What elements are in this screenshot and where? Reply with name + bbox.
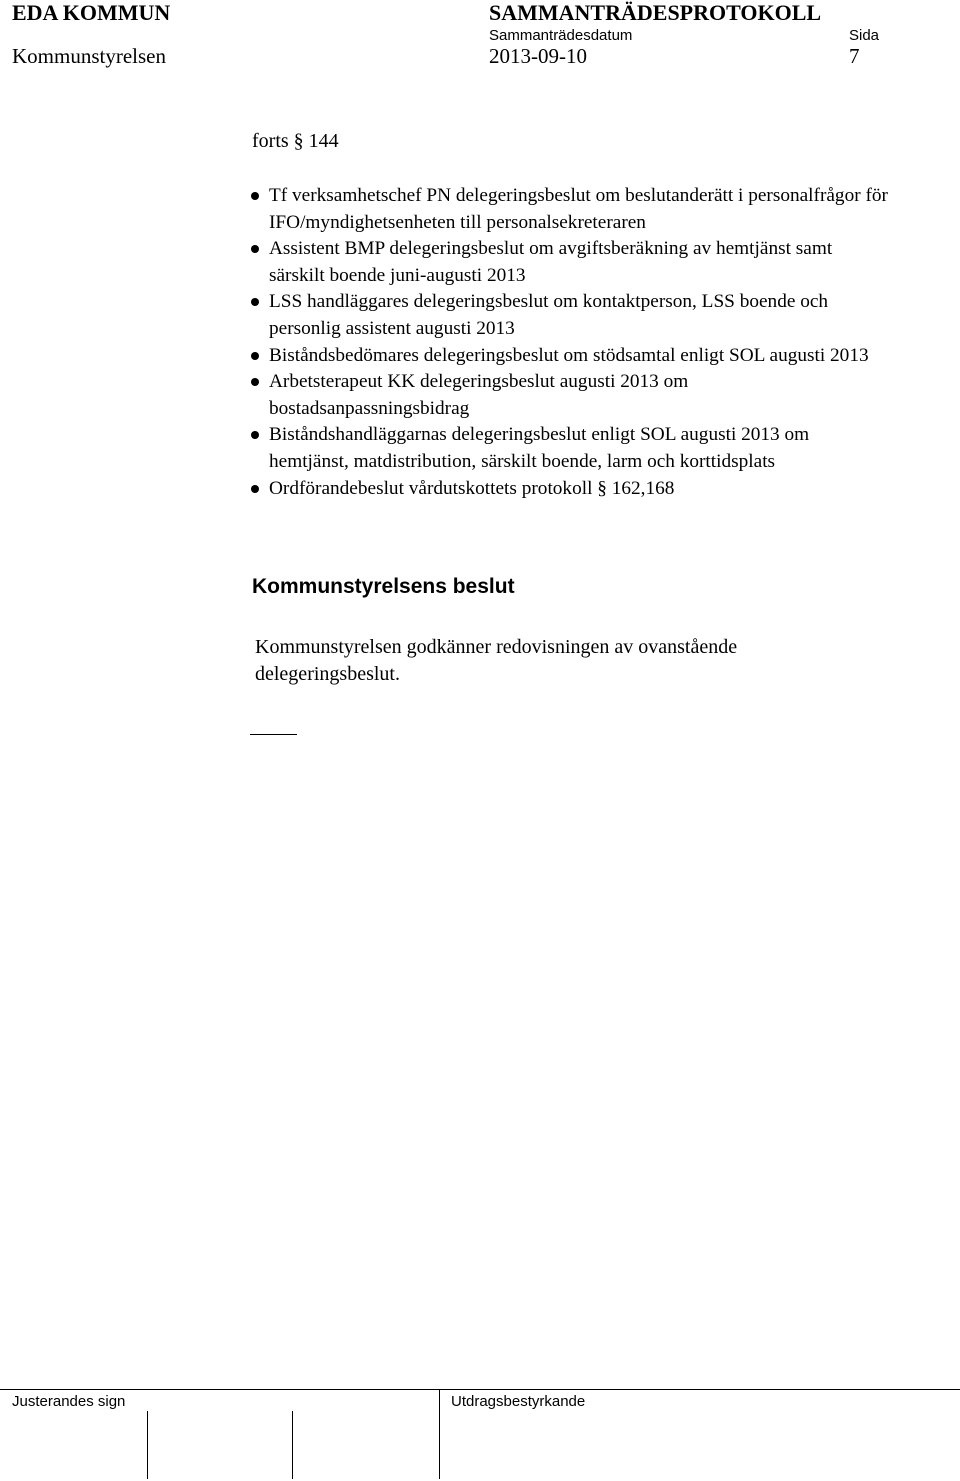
- list-item-text: Arbetsterapeut KK delegeringsbeslut augusti 2013 om bostadsanpassningsbidrag: [269, 371, 689, 419]
- list-item: [250, 369, 890, 422]
- signature-label: Justerandes sign: [12, 1393, 126, 1410]
- signature-box-divider: [292, 1411, 293, 1479]
- organization-name: EDA KOMMUN: [12, 0, 171, 25]
- body-name: Kommunstyrelsen: [12, 44, 166, 68]
- list-item: [250, 236, 890, 289]
- list-item: [250, 422, 890, 475]
- list-item-text: Assistent BMP delegeringsbeslut om avgiftsberäkning av hemtjänst samt särskilt boende juni-augusti 2013: [269, 238, 833, 286]
- document-type: SAMMANTRÄDESPROTOKOLL: [489, 0, 822, 25]
- certification-box-divider: [439, 1389, 440, 1479]
- section-continuation: forts § 144: [252, 130, 339, 152]
- list-item-text: Biståndshandläggarnas delegeringsbeslut enligt SOL augusti 2013 om hemtjänst, matdistribution, särskilt boende, larm och korttidsplats: [269, 424, 810, 472]
- bullet-icon: [251, 352, 259, 360]
- signature-box-divider: [147, 1411, 148, 1479]
- bullet-icon: [251, 378, 259, 386]
- bullet-icon: [251, 245, 259, 253]
- list-item: [250, 343, 890, 370]
- decision-text: Kommunstyrelsen godkänner redovisningen av ovanstående delegeringsbeslut.: [255, 636, 738, 685]
- list-item-text: Biståndsbedömares delegeringsbeslut om stödsamtal enligt SOL augusti 2013: [269, 344, 869, 366]
- list-item-text: Tf verksamhetschef PN delegeringsbeslut om beslutanderätt i personalfrågor för IFO/myndighetsenheten till personalsekreteraren: [269, 185, 888, 233]
- list-item: [250, 183, 890, 236]
- bullet-icon: [251, 431, 259, 439]
- bullet-icon: [251, 298, 259, 306]
- decision-heading: Kommunstyrelsens beslut: [252, 575, 515, 598]
- bullet-icon: [251, 485, 259, 493]
- list-item-text: LSS handläggares delegeringsbeslut om kontaktperson, LSS boende och personlig assistent augusti 2013: [269, 291, 829, 339]
- section-end-rule: [250, 734, 297, 735]
- meeting-date-label: Sammanträdesdatum: [489, 27, 633, 44]
- page-number: 7: [849, 44, 860, 68]
- list-item: [250, 289, 890, 342]
- list-item: [250, 476, 890, 503]
- bullet-icon: [251, 192, 259, 200]
- certification-label: Utdragsbestyrkande: [451, 1393, 586, 1410]
- delegation-decision-list: [250, 183, 890, 502]
- page-label: Sida: [849, 27, 880, 44]
- list-item-text: Ordförandebeslut vårdutskottets protokoll § 162,168: [269, 477, 675, 499]
- meeting-date: 2013-09-10: [489, 44, 587, 68]
- footer-divider: [0, 1389, 960, 1390]
